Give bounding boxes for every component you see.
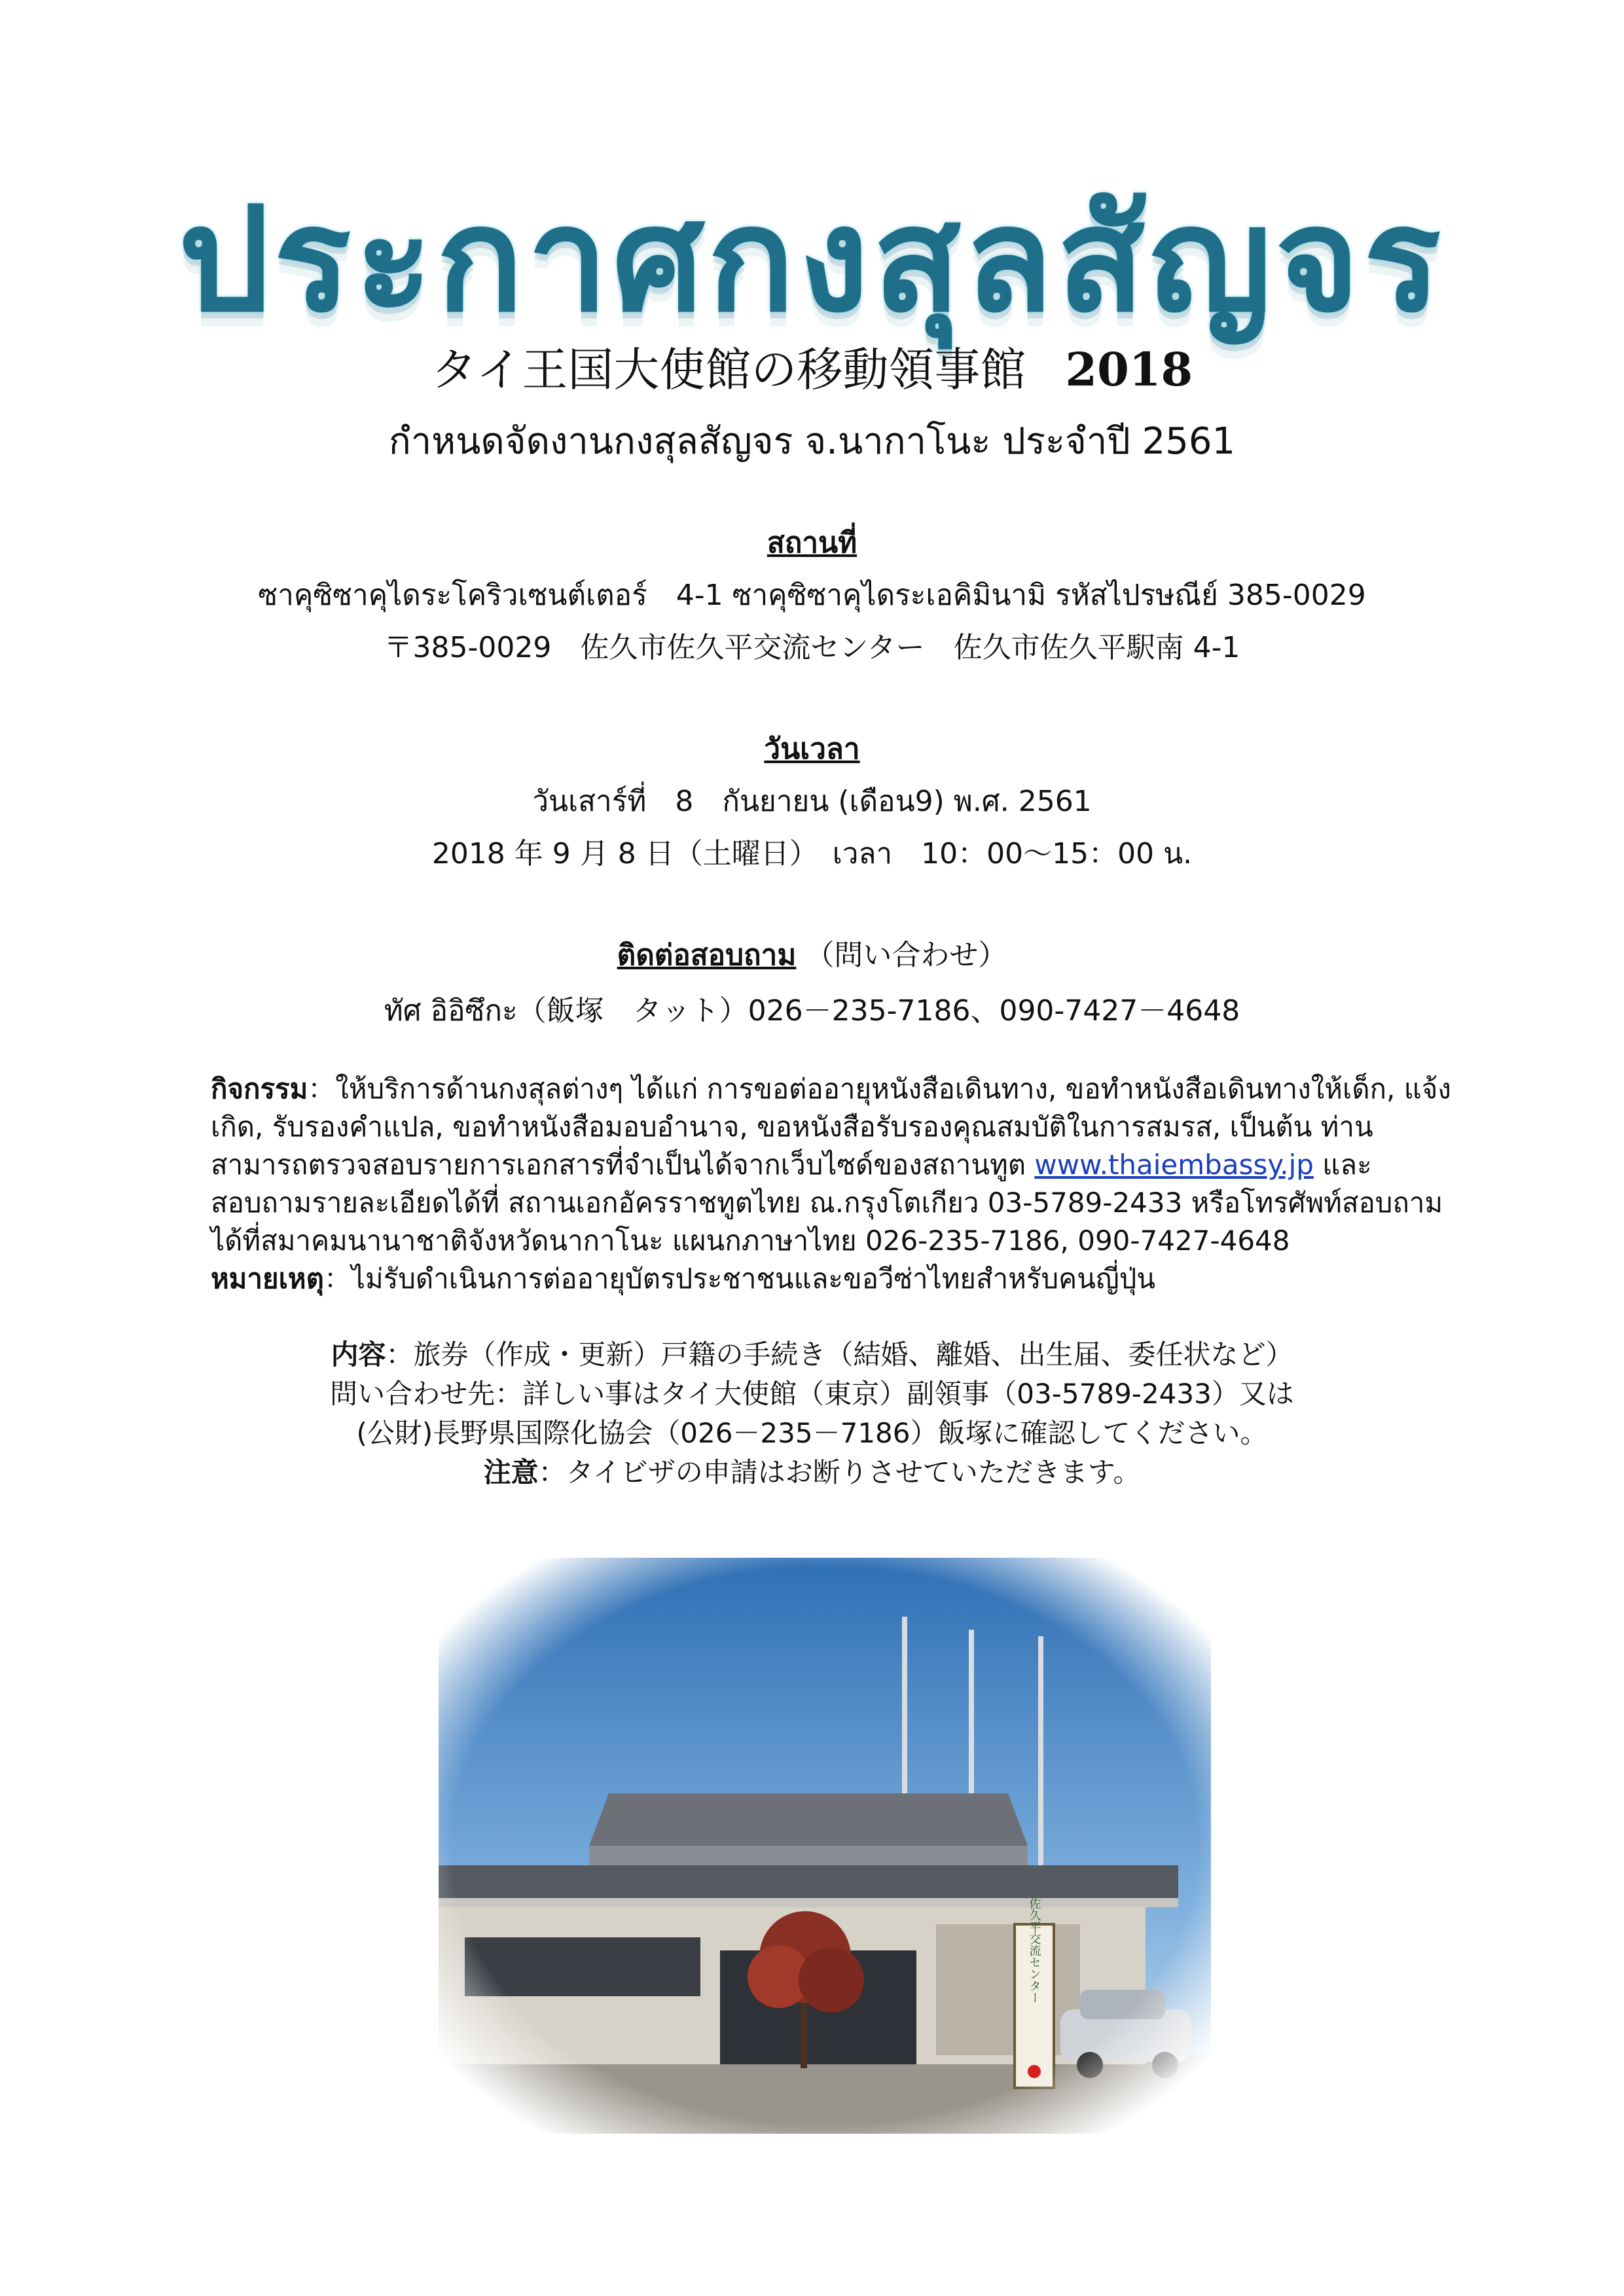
content-label: 内容 <box>331 1338 386 1371</box>
activity-text: ：ให้บริการด้านกงสุลต่างๆ ได้แก่ การขอต่ออายุหนังสือเดินทาง, ขอทำหนังสือเดินทางให้เด็ก, แจ้งเกิด, รับรองคำแปล, ขอทำหนังสือมอบอำนาจ, ขอหนังสือรับรองคุณสมบัติในการสมรส, เป็นต้น ท่านสามารถตรวจสอบรายการเอกสารที่จำเป็นได้จากเว็บไซด์ของสถานทูต <box>211 1073 1451 1181</box>
association-line: (公財)長野県国際化協会（026－235－7186）飯塚に確認してください。 <box>356 1417 1268 1449</box>
title-year: 2018 <box>1065 342 1193 397</box>
content-line <box>0 1335 1624 1374</box>
banner-title: ประกาศกงสุลสัญจร <box>178 176 1445 344</box>
caution-label: 注意 <box>483 1456 539 1488</box>
date-heading: วันเวลา <box>764 732 860 766</box>
title-jp-text: タイ王国大使館の移動領事館 <box>431 343 1026 397</box>
contact-heading: ติดต่อสอบถาม <box>617 939 797 972</box>
title-japanese <box>0 340 1624 399</box>
activity-text-contact: และสอบถามรายละเอียดได้ที่ สถานเอกอัครราชทูตไทย ณ.กรุงโตเกียว 03-5789-2433 หรือโทรศัพท์สอบถามได้ที่สมาคมนานาชาติจังหวัดนากาโนะ แผนกภาษาไทย 026-235-7186, 090-7427-4648 <box>211 1149 1443 1257</box>
contact-heading-row <box>0 936 1624 975</box>
caution-text: ：タイビザの申請はお断りさせていただきます。 <box>538 1456 1141 1488</box>
venue-photo <box>439 1558 1211 2134</box>
embassy-link[interactable]: www.thaiembassy.jp <box>1034 1149 1314 1181</box>
inquiry-line: 問い合わせ先：詳しい事はタイ大使館（東京）副領事（03-5789-2433）又は <box>330 1378 1294 1410</box>
activity-label: กิจกรรม <box>211 1073 308 1105</box>
place-address-thai: ซาคุซิซาคุไดระโคริวเซนต์เตอร์ 4-1 ซาคุซิซาคุไดระเอคิมินามิ รหัสไปรษณีย์ 385-0029 <box>258 579 1366 612</box>
place-address-japanese: 〒385-0029 佐久市佐久平交流センター 佐久市佐久平駅南 4-1 <box>384 631 1240 664</box>
note-text: ：ไม่รับดำเนินการต่ออายุบัตรประชาชนและขอวีซ่าไทยสำหรับคนญี่ปุ่น <box>323 1263 1156 1295</box>
content-text: ：旅券（作成・更新）戸籍の手続き（結婚、離婚、出生届、委任状など） <box>386 1338 1293 1371</box>
title-thai: กำหนดจัดงานกงสุลสัญจร จ.นากาโนะ ประจำปี 2561 <box>388 420 1236 463</box>
note-label: หมายเหตุ <box>211 1263 324 1295</box>
venue-building-illustration <box>439 1558 1211 2134</box>
place-heading: สถานที่ <box>767 526 857 560</box>
date-japanese: 2018 年 9 月 8 日（土曜日） เวลา 10：00～15：00 น. <box>431 837 1193 870</box>
activity-paragraph <box>211 1070 1454 1298</box>
contact-phone: ทัศ อิอิซึกะ（飯塚 タット）026－235-7186、090-7427－4648 <box>384 994 1240 1028</box>
caution-line <box>0 1453 1624 1492</box>
contact-heading-jp: （問い合わせ） <box>805 939 1007 972</box>
japanese-info-block <box>0 1335 1624 1492</box>
date-thai: วันเสาร์ที่ 8 กันยายน (เดือน9) พ.ศ. 2561 <box>532 785 1092 818</box>
